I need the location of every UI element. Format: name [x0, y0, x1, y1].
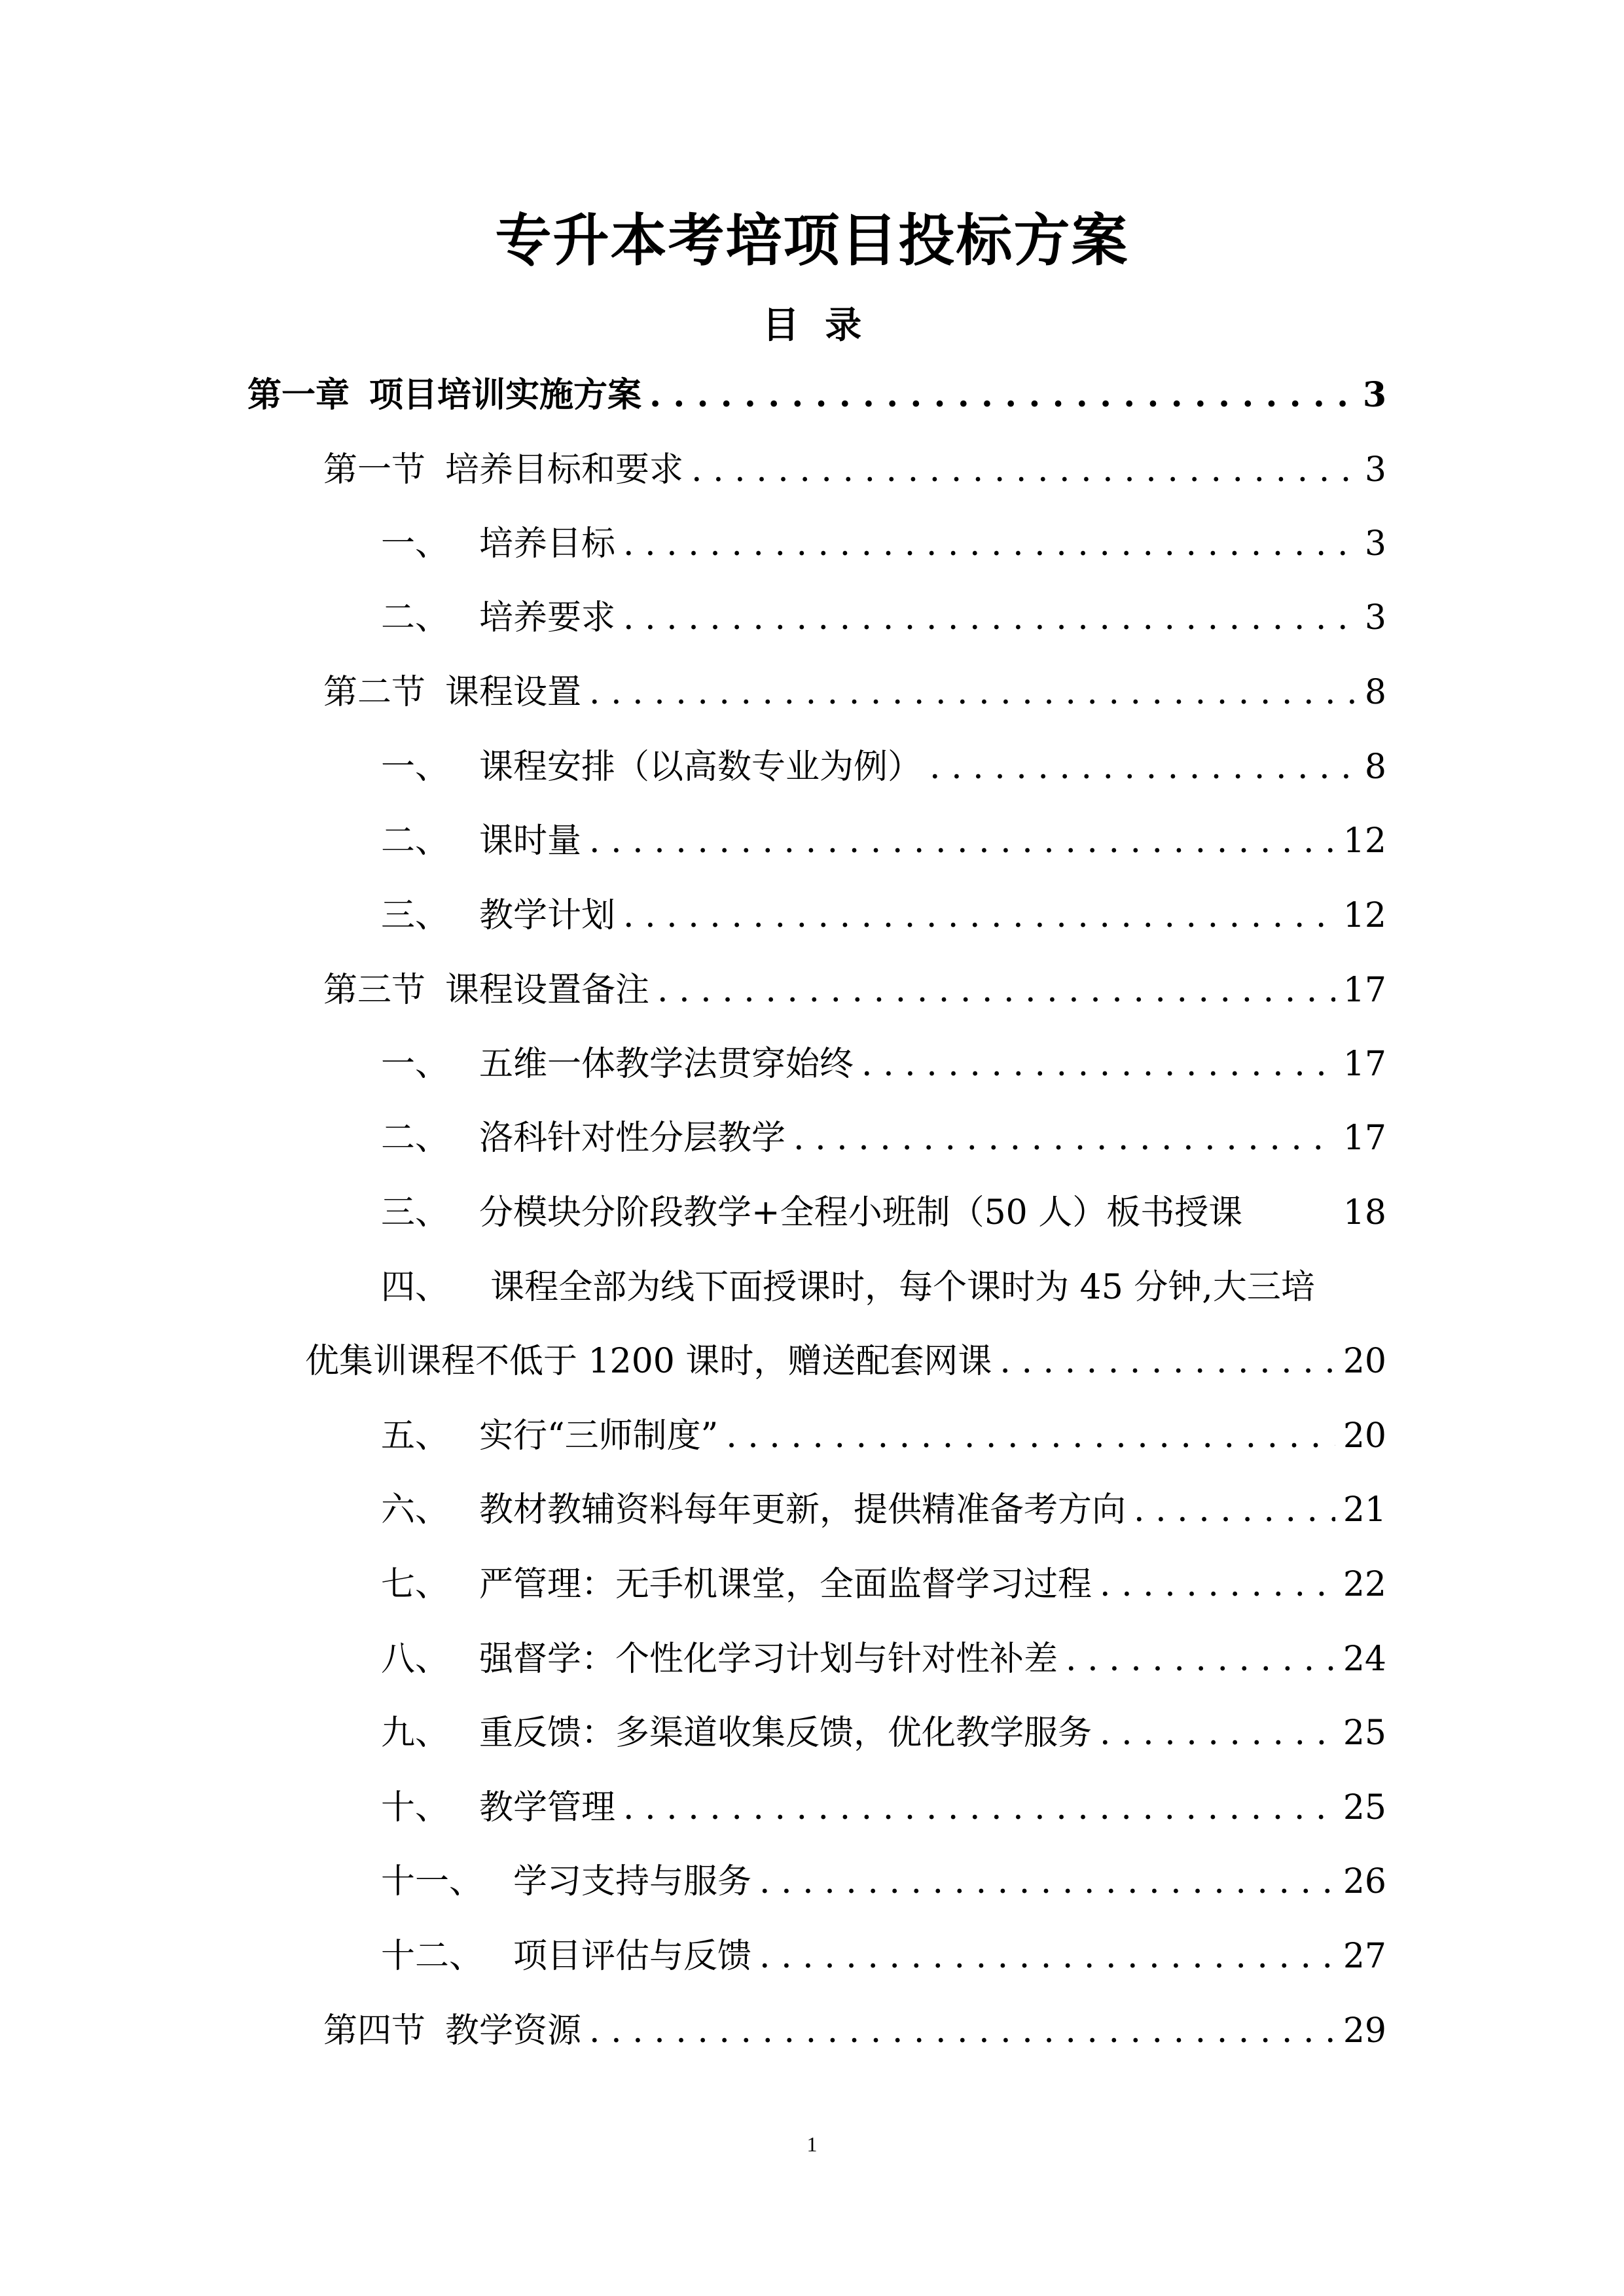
toc-entry-number: 十一、	[381, 1862, 484, 1901]
toc-entry-item[interactable]	[381, 1856, 1386, 1908]
toc-entry-title: 重反馈：多渠道收集反馈，优化教学服务	[479, 1713, 1092, 1753]
toc-leader-dots	[759, 1856, 1335, 1908]
toc-entry-item[interactable]	[381, 1782, 1386, 1834]
toc-entry-number: 三、	[381, 1193, 450, 1232]
toc-entry-number: 二、	[381, 1119, 450, 1158]
toc-entry-title: 教学资源	[445, 2011, 582, 2051]
toc-entry-number: 一、	[381, 1045, 450, 1084]
toc-entry-section-4[interactable]	[323, 2005, 1386, 2057]
toc-entry-number: 二、	[381, 598, 450, 637]
toc-entry-number: 第一节	[323, 450, 426, 490]
toc-entry-page: 21	[1343, 1490, 1386, 1530]
toc-entry-title: 学习支持与服务	[513, 1862, 752, 1901]
toc-entry-item[interactable]	[381, 1112, 1386, 1164]
toc-entry-number: 二、	[381, 821, 450, 861]
toc-entry-title: 课时量	[479, 821, 582, 861]
toc-leader-dots	[589, 2005, 1335, 2057]
toc-entry-item[interactable]	[381, 1038, 1386, 1090]
toc-entry-title: 五维一体教学法贯穿始终	[479, 1045, 854, 1084]
toc-entry-page: 3	[1364, 598, 1386, 637]
toc-entry-number: 第二节	[323, 673, 426, 712]
toc-leader-dots	[623, 592, 1357, 644]
toc-entry-title: 课程设置备注	[445, 971, 650, 1010]
toc-entry-number: 十、	[381, 1788, 450, 1827]
document-title: 专升本考培项目投标方案	[495, 207, 1129, 274]
toc-entry-number: 一、	[381, 524, 450, 564]
toc-entry-item[interactable]	[381, 518, 1386, 570]
toc-entry-item-wrapped[interactable]	[381, 1261, 1315, 1314]
toc-entry-number: 第三节	[323, 971, 426, 1010]
toc-entry-title: 教学管理	[479, 1788, 616, 1827]
toc-entry-title: 培养要求	[479, 598, 616, 637]
toc-leader-dots	[759, 1930, 1335, 1982]
toc-entry-number: 第一章	[247, 375, 350, 415]
toc-entry-item[interactable]	[381, 889, 1386, 942]
toc-heading: 目 录	[762, 304, 862, 347]
toc-leader-dots	[691, 444, 1357, 496]
toc-entry-page: 29	[1343, 2011, 1386, 2051]
toc-entry-title: 教材教辅资料每年更新，提供精准备考方向	[479, 1490, 1127, 1530]
toc-entry-page: 17	[1343, 971, 1386, 1010]
toc-entry-page: 3	[1362, 375, 1386, 415]
toc-entry-title: 强督学：个性化学习计划与针对性补差	[479, 1640, 1058, 1679]
toc-entry-page: 25	[1343, 1788, 1386, 1827]
toc-entry-page: 3	[1364, 450, 1386, 490]
toc-entry-number: 三、	[381, 896, 450, 935]
toc-entry-item[interactable]	[381, 1410, 1386, 1462]
toc-entry-item[interactable]	[381, 1633, 1386, 1685]
toc-entry-page: 26	[1343, 1862, 1386, 1901]
toc-leader-dots	[623, 889, 1335, 942]
toc-leader-dots	[861, 1038, 1335, 1090]
toc-entry-page: 12	[1343, 821, 1386, 861]
toc-leader-dots	[1100, 1558, 1335, 1611]
toc-entry-number: 第四节	[323, 2011, 426, 2051]
toc-leader-dots	[726, 1410, 1335, 1462]
toc-leader-dots	[649, 369, 1355, 422]
toc-entry-item[interactable]	[381, 1558, 1386, 1611]
toc-leader-dots	[657, 964, 1335, 1016]
toc-entry-section-1[interactable]	[323, 444, 1386, 496]
toc-entry-title: 课程设置	[445, 673, 582, 712]
toc-entry-page: 8	[1364, 673, 1386, 712]
toc-entry-title: 洛科针对性分层教学	[479, 1119, 786, 1158]
toc-entry-page: 22	[1343, 1565, 1386, 1604]
toc-leader-dots	[793, 1112, 1335, 1164]
toc-entry-page: 8	[1364, 747, 1386, 787]
toc-entry-item[interactable]	[381, 1930, 1386, 1982]
toc-entry-title: 分模块分阶段教学+全程小班制（50 人）板书授课	[479, 1193, 1243, 1232]
toc-leader-dots	[589, 666, 1357, 719]
toc-entry-item-continuation[interactable]	[305, 1335, 1386, 1388]
toc-entry-title: 培养目标和要求	[445, 450, 684, 490]
toc-entry-page: 24	[1343, 1640, 1386, 1679]
toc-entry-title: 实行“三师制度”	[479, 1416, 719, 1456]
toc-entry-item[interactable]	[381, 592, 1386, 644]
toc-entry-page: 27	[1343, 1937, 1386, 1976]
toc-entry-item[interactable]	[381, 1187, 1386, 1239]
toc-entry-section-2[interactable]	[323, 666, 1386, 719]
toc-entry-page: 20	[1343, 1342, 1386, 1381]
page-number: 1	[806, 2132, 818, 2156]
toc-entry-number: 七、	[381, 1565, 450, 1604]
toc-entry-number: 五、	[381, 1416, 450, 1456]
toc-entry-title: 课程安排（以高数专业为例）	[479, 747, 922, 787]
toc-leader-dots	[1100, 1707, 1335, 1759]
toc-entry-page: 20	[1343, 1416, 1386, 1456]
toc-entry-number: 八、	[381, 1640, 450, 1679]
toc-entry-title: 培养目标	[479, 524, 616, 564]
toc-entry-page: 17	[1343, 1119, 1386, 1158]
toc-leader-dots	[623, 1782, 1335, 1834]
toc-entry-title: 课程全部为线下面授课时，每个课时为 45 分钟,大三培	[490, 1268, 1315, 1307]
toc-leader-dots	[1134, 1484, 1335, 1536]
toc-entry-page: 25	[1343, 1713, 1386, 1753]
toc-entry-page: 18	[1343, 1193, 1386, 1232]
toc-leader-dots	[589, 815, 1335, 867]
toc-leader-dots	[623, 518, 1357, 570]
toc-entry-chapter-1[interactable]	[247, 369, 1386, 422]
toc-entry-section-3[interactable]	[323, 964, 1386, 1016]
toc-entry-number: 一、	[381, 747, 450, 787]
toc-entry-title-continuation: 优集训课程不低于 1200 课时，赠送配套网课	[305, 1342, 992, 1381]
toc-entry-page: 3	[1364, 524, 1386, 564]
toc-entry-number: 四、	[381, 1268, 450, 1307]
toc-entry-title: 项目评估与反馈	[513, 1937, 752, 1976]
toc-entry-number: 六、	[381, 1490, 450, 1530]
toc-entry-title: 项目培训实施方案	[369, 375, 642, 415]
toc-entry-item[interactable]	[381, 815, 1386, 867]
toc-entry-item[interactable]	[381, 1484, 1386, 1536]
toc-leader-dots	[1000, 1335, 1335, 1388]
toc-entry-number: 九、	[381, 1713, 450, 1753]
toc-entry-item[interactable]	[381, 741, 1386, 793]
toc-entry-page: 12	[1343, 896, 1386, 935]
toc-entry-page: 17	[1343, 1045, 1386, 1084]
toc-entry-item[interactable]	[381, 1707, 1386, 1759]
toc-entry-title: 严管理：无手机课堂，全面监督学习过程	[479, 1565, 1092, 1604]
toc-entry-title: 教学计划	[479, 896, 616, 935]
toc-leader-dots	[1066, 1633, 1335, 1685]
toc-entry-number: 十二、	[381, 1937, 484, 1976]
toc-leader-dots	[929, 741, 1357, 793]
